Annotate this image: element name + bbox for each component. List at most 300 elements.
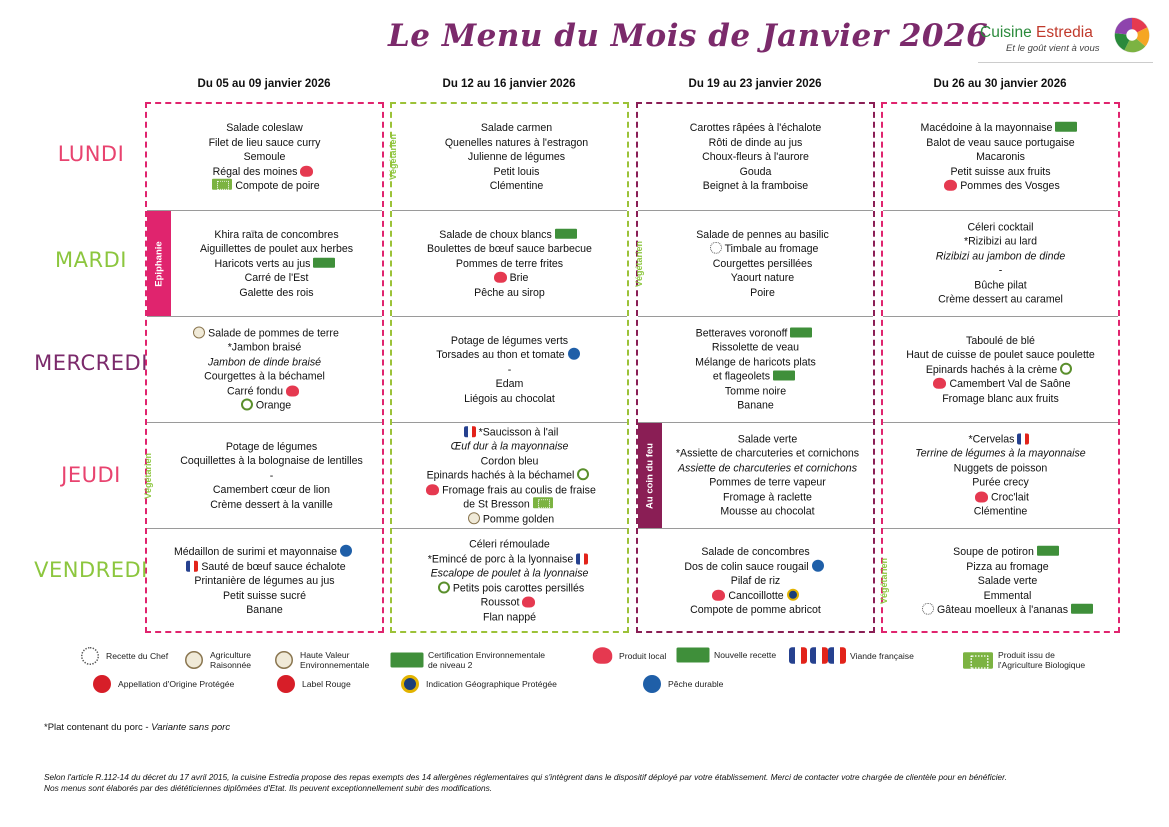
bio-icon — [533, 497, 553, 508]
menu-item-text: Salade carmen — [480, 121, 553, 134]
menu-item — [147, 399, 382, 414]
menu-item — [147, 370, 382, 385]
produit-local-icon — [426, 484, 439, 495]
menu-item — [662, 447, 873, 462]
legend-label: Agriculture Raisonnée — [210, 650, 252, 670]
menu-item — [662, 432, 873, 447]
legend-item — [90, 678, 234, 690]
menu-item — [662, 505, 873, 520]
menu-item — [406, 121, 627, 136]
menu-item-text: Crème dessert à la vanille — [210, 498, 333, 511]
menu-item-text: Compote de pomme abricot — [690, 603, 821, 616]
menu-item — [638, 559, 873, 574]
hve-icon — [313, 257, 335, 267]
menu-item-text: Salade verte — [977, 574, 1038, 587]
menu-item — [392, 362, 627, 377]
menu-item-text: Yaourt nature — [730, 271, 795, 284]
menu-item — [883, 461, 1118, 476]
menu-item-text: Taboulé de blé — [966, 334, 1035, 347]
menu-item — [662, 490, 873, 505]
menu-item-text: Rissolette de veau — [711, 341, 800, 354]
menu-cell — [147, 316, 382, 422]
produit-local-icon — [944, 180, 957, 191]
menu-item-text: Epinards hachés à la béchamel — [426, 469, 575, 482]
menu-item — [171, 271, 382, 286]
menu-cell — [392, 528, 627, 633]
menu-item — [883, 362, 1118, 377]
menu-item — [883, 235, 1118, 250]
menu-item — [161, 454, 382, 469]
menu-item — [883, 348, 1118, 363]
menu-item-text: Salade verte — [737, 433, 798, 445]
menu-item-text: Purée crecy — [972, 476, 1029, 489]
menu-cell — [392, 210, 627, 316]
menu-item-text: Sauté de bœuf sauce échalote — [201, 560, 346, 573]
menu-item-text: Salade de pommes de terre — [208, 327, 339, 339]
menu-item-text: Salade de concombres — [701, 545, 810, 558]
menu-item-text: Œuf dur à la mayonnaise — [450, 440, 569, 453]
week-column — [390, 102, 629, 633]
menu-item-text: Croc'lait — [991, 491, 1029, 503]
certification-ce2-icon — [241, 399, 253, 411]
menu-item-text: - — [269, 469, 274, 482]
menu-item-text: Clémentine — [489, 179, 544, 192]
legend-item — [962, 650, 1085, 670]
produit-local-icon — [593, 647, 613, 664]
brand-tagline: Et le goût vient à vous — [1006, 43, 1100, 54]
igp-icon — [401, 675, 419, 693]
day-label-mardi: MARDI — [55, 248, 127, 272]
menu-item-text: Fromage frais au coulis de fraise — [442, 483, 596, 496]
menu-item — [147, 341, 382, 356]
week-header: Du 12 au 16 janvier 2026 — [442, 78, 576, 90]
menu-cell — [392, 422, 627, 528]
menu-item — [406, 164, 627, 179]
menu-item-text: Betteraves voronoff — [695, 327, 788, 339]
menu-item — [897, 603, 1118, 618]
legend-label: Produit local — [619, 650, 667, 661]
legend-label: Certification Environnementale de niveau 2 — [428, 650, 546, 670]
menu-item-text: Camembert cœur de lion — [212, 483, 331, 496]
theme-band-label: Epiphanie — [153, 240, 165, 287]
menu-item-text: Escalope de poulet à la lyonnaise — [430, 567, 589, 580]
week-header: Du 19 au 23 janvier 2026 — [688, 78, 822, 90]
menu-item — [147, 164, 382, 179]
menu-cell — [883, 422, 1118, 528]
week-column — [636, 102, 875, 633]
menu-item — [883, 505, 1118, 520]
menu-item-text: Cordon bleu — [480, 454, 539, 467]
menu-item — [392, 333, 627, 348]
menu-item — [406, 179, 627, 194]
day-label-jeudi: JEUDI — [61, 463, 121, 487]
menu-item — [147, 545, 382, 560]
menu-item-text: Boulettes de bœuf sauce barbecue — [427, 242, 592, 255]
menu-item-text: Gâteau moelleux à l'ananas — [937, 603, 1068, 616]
page-title: Le Menu du Mois de Janvier 2026 — [388, 18, 989, 54]
menu-item-text: Mousse au chocolat — [720, 505, 815, 518]
bio-icon — [212, 179, 232, 190]
menu-item — [392, 512, 627, 527]
menu-item-text: de St Bresson — [463, 498, 530, 511]
menu-item — [883, 249, 1118, 264]
menu-item — [161, 483, 382, 498]
menu-cell — [143, 422, 382, 528]
legend-item — [676, 650, 776, 660]
menu-item-text: Choux-fleurs à l'aurore — [702, 150, 809, 163]
menu-item-text: Brie — [509, 271, 529, 284]
legend-item — [640, 678, 723, 690]
menu-item — [392, 256, 627, 271]
menu-item-text: Edam — [495, 377, 524, 390]
menu-item — [883, 264, 1118, 279]
menu-item — [638, 384, 873, 399]
week-column — [145, 102, 384, 633]
menu-item — [883, 293, 1118, 308]
menu-item-text: Pommes de terre frites — [455, 257, 564, 270]
menu-item — [662, 476, 873, 491]
menu-item — [883, 121, 1118, 136]
menu-item — [638, 164, 873, 179]
legend-item — [274, 678, 351, 690]
menu-item — [392, 285, 627, 300]
legend-item — [78, 650, 168, 662]
agriculture-raisonnee-icon — [193, 326, 205, 338]
menu-item — [662, 461, 873, 476]
legend-label: Recette du Chef — [106, 651, 169, 661]
menu-item — [883, 164, 1118, 179]
legend-item — [398, 678, 557, 690]
nouvelle-recette-icon — [1071, 604, 1093, 614]
menu-item-text: Salade coleslaw — [226, 121, 303, 134]
menu-item — [392, 227, 627, 242]
menu-item — [638, 399, 873, 414]
menu-item-text: Pomme golden — [482, 512, 555, 525]
menu-item-text: Régal des moines — [212, 165, 298, 178]
menu-cell — [147, 528, 382, 633]
menu-item-text: Camembert Val de Saône — [949, 377, 1071, 390]
menu-cell — [392, 316, 627, 422]
menu-item — [147, 574, 382, 589]
menu-item — [638, 545, 873, 560]
menu-item-text: Petit suisse sucré — [222, 589, 307, 602]
menu-item-text: Fromage blanc aux fruits — [942, 392, 1059, 405]
agriculture-raisonnee-icon — [468, 512, 480, 524]
menu-item — [883, 278, 1118, 293]
menu-cell — [638, 316, 873, 422]
legend-label: Pêche durable — [668, 679, 724, 689]
produit-local-icon — [494, 272, 507, 283]
menu-item-text: Céleri rémoulade — [469, 538, 550, 551]
menu-item-text: Timbale au fromage — [724, 242, 819, 255]
menu-item — [147, 559, 382, 574]
menu-item — [392, 468, 627, 483]
brand-logo-icon — [1113, 16, 1151, 54]
menu-item — [392, 483, 627, 498]
menu-item — [392, 610, 627, 625]
menu-item-text: *Jambon braisé — [227, 341, 302, 354]
menu-item — [638, 326, 873, 341]
menu-cell — [147, 210, 382, 316]
nouvelle-recette-icon — [677, 648, 710, 663]
menu-item-text: Printanière de légumes au jus — [194, 574, 335, 587]
menu-item-text: Salade de choux blancs — [439, 228, 552, 241]
hve-icon — [773, 371, 795, 381]
menu-item-text: Compote de poire — [235, 179, 320, 192]
menu-item — [392, 454, 627, 469]
menu-item — [147, 179, 382, 194]
menu-item — [638, 588, 873, 603]
menu-item — [392, 567, 627, 582]
menu-item-text: Macédoine à la mayonnaise — [920, 121, 1053, 134]
viande-francaise-icon — [828, 647, 846, 664]
menu-item-text: Petits pois carottes persillés — [452, 582, 585, 594]
menu-item-text: Courgettes persillées — [712, 257, 813, 270]
menu-cell — [883, 316, 1118, 422]
menu-cell — [638, 104, 873, 210]
menu-item-text: Médaillon de surimi et mayonnaise — [173, 545, 338, 558]
menu-item — [161, 468, 382, 483]
menu-item-text: Crème dessert au caramel — [938, 293, 1063, 306]
produit-local-icon — [300, 165, 313, 176]
menu-item — [147, 150, 382, 165]
menu-item-text: Beignet à la framboise — [702, 179, 809, 192]
menu-item — [638, 355, 873, 370]
menu-item — [171, 285, 382, 300]
menu-item — [171, 256, 382, 271]
menu-cell — [883, 210, 1118, 316]
menu-item — [883, 179, 1118, 194]
menu-cell — [638, 528, 873, 633]
peche-durable-icon — [643, 675, 661, 693]
legend-label: Haute Valeur Environnementale — [300, 650, 370, 670]
menu-item — [147, 326, 382, 341]
menu-item — [883, 391, 1118, 406]
label-rouge-icon — [277, 675, 295, 693]
menu-item-text: Quenelles natures à l'estragon — [444, 136, 589, 149]
hve-icon — [1055, 122, 1077, 132]
menu-item-text: *Assiette de charcuteries et cornichons — [675, 447, 860, 460]
certification-ce2-icon — [1060, 362, 1072, 374]
menu-item-text: Mélange de haricots plats — [695, 356, 816, 368]
menu-item-text: Potage de légumes verts — [450, 334, 569, 347]
menu-item — [883, 447, 1118, 462]
menu-item-text: - — [998, 264, 1003, 277]
menu-item-text: Liégois au chocolat — [464, 392, 555, 405]
recette-du-chef-icon — [81, 647, 99, 665]
menu-item — [638, 179, 873, 194]
menu-item-text: Pommes de terre vapeur — [709, 476, 826, 489]
menu-item — [147, 588, 382, 603]
menu-item-text: Carré fondu — [227, 385, 283, 397]
menu-item-text: Rizibizi au jambon de dinde — [935, 250, 1066, 262]
menu-item — [883, 377, 1118, 392]
week-column — [881, 102, 1120, 633]
menu-item — [897, 559, 1118, 574]
menu-item — [147, 603, 382, 618]
menu-item — [652, 271, 873, 286]
menu-item-text: Balot de veau sauce portugaise — [926, 136, 1075, 149]
hve-badge-icon — [275, 651, 293, 669]
menu-cell — [147, 104, 382, 210]
menu-item — [171, 227, 382, 242]
menu-item-text: Tomme noire — [724, 385, 787, 397]
legend-label: Nouvelle recette — [714, 650, 777, 660]
viande-francaise-icon — [576, 553, 588, 564]
menu-item-text: Petit louis — [493, 165, 540, 178]
menu-item-text: Aiguillettes de poulet aux herbes — [199, 242, 354, 255]
menu-item — [897, 545, 1118, 560]
menu-item — [638, 135, 873, 150]
menu-item-text: Poire — [750, 286, 775, 299]
legend-label: Viande française — [850, 650, 914, 661]
menu-item-text: Pilaf de riz — [730, 574, 781, 587]
menu-item-text: Fromage à raclette — [723, 491, 812, 503]
hve-icon — [790, 327, 812, 337]
menu-item-text: Terrine de légumes à la mayonnaise — [915, 447, 1086, 460]
hve-icon — [391, 653, 424, 668]
menu-item-text: Courgettes à la béchamel — [204, 370, 325, 383]
legend-item — [272, 650, 369, 670]
menu-item — [392, 439, 627, 454]
menu-item-text: Nuggets de poisson — [953, 462, 1048, 474]
week-header: Du 26 au 30 janvier 2026 — [933, 78, 1067, 90]
menu-item — [638, 341, 873, 356]
menu-item-text: Pêche au sirop — [474, 286, 545, 299]
menu-item-text: Khira raïta de concombres — [214, 228, 339, 241]
legend-item — [182, 650, 251, 670]
menu-item — [161, 497, 382, 512]
legend-label: Produit issu de l'Agriculture Biologique — [998, 650, 1086, 670]
menu-item — [883, 220, 1118, 235]
menu-item-text: Haricots verts au jus — [214, 257, 311, 270]
menu-item-text: Orange — [255, 399, 292, 412]
bio-icon — [963, 652, 993, 669]
peche-durable-icon — [812, 559, 824, 571]
menu-item — [638, 603, 873, 618]
menu-item — [652, 242, 873, 257]
menu-item — [883, 333, 1118, 348]
menu-item — [392, 538, 627, 553]
menu-item — [883, 150, 1118, 165]
viande-francaise-icon — [1017, 433, 1029, 444]
menu-item — [161, 439, 382, 454]
menu-item-text: Galette des rois — [239, 286, 314, 299]
legal-note: Selon l'article R.112-14 du décret du 17 avril 2015, la cuisine Estredia propose des repas exempts des 14 allergènes réglementaires qui s'intègrent dans le dispositif déployé par votre établissement. Merci de contacter votre chargée de clientèle pour en bénéficier. Nos menus sont élaborés par des diététiciennes diplômées d'Etat. Ils peuvent exceptionnellement subir des modifications. — [44, 772, 1007, 793]
menu-item — [392, 425, 627, 440]
menu-item-text: Assiette de charcuteries et cornichons — [677, 462, 857, 474]
menu-item — [883, 476, 1118, 491]
menu-item — [897, 588, 1118, 603]
menu-item-text: Bûche pilat — [974, 279, 1027, 291]
menu-item-text: Julienne de légumes — [467, 150, 566, 163]
menu-item-text: Haut de cuisse de poulet sauce poulette — [906, 348, 1095, 361]
viande-francaise-icon — [464, 426, 476, 437]
legend-label: Label Rouge — [302, 679, 351, 689]
certification-ce2-icon — [577, 468, 589, 480]
menu-item-text: Salade de pennes au basilic — [696, 228, 829, 241]
menu-item — [406, 135, 627, 150]
theme-band — [638, 423, 662, 528]
menu-item — [897, 574, 1118, 589]
menu-item-text: Pommes des Vosges — [960, 179, 1060, 192]
menu-item-text: Rôti de dinde au jus — [708, 136, 803, 149]
menu-item-text: Coquillettes à la bolognaise de lentilles — [180, 454, 363, 467]
menu-item — [883, 432, 1118, 447]
menu-item-text: Emmental — [983, 589, 1032, 602]
menu-item-text: Dos de colin sauce rougail — [684, 560, 809, 573]
menu-item — [147, 121, 382, 136]
day-label-lundi: LUNDI — [57, 142, 125, 166]
menu-item-text: Roussot — [480, 596, 520, 609]
menu-item-text: Jambon de dinde braisé — [207, 356, 322, 368]
legend — [78, 646, 1118, 696]
produit-local-icon — [933, 378, 946, 389]
day-label-mercredi: MERCREDI — [34, 351, 148, 375]
produit-local-icon — [286, 385, 299, 396]
legend-label: Indication Géographique Protégée — [426, 679, 557, 689]
menu-item-text: Carré de l'Est — [244, 271, 309, 284]
menu-item-text: Carottes râpées à l'échalote — [689, 121, 822, 134]
menu-item-text: Banane — [246, 603, 283, 616]
legend-item — [390, 650, 545, 670]
menu-item — [406, 150, 627, 165]
vegetarian-tag: Végétarien — [388, 133, 399, 181]
igp-icon — [787, 588, 799, 600]
menu-item — [392, 242, 627, 257]
recette-du-chef-icon — [922, 603, 934, 615]
menu-item — [147, 135, 382, 150]
menu-item — [883, 135, 1118, 150]
recette-du-chef-icon — [710, 242, 722, 254]
menu-item — [652, 256, 873, 271]
produit-local-icon — [975, 491, 988, 502]
viande-francaise-icon — [186, 560, 198, 571]
menu-item-text: Semoule — [243, 150, 286, 163]
viande-francaise-icon — [789, 647, 807, 664]
menu-item — [147, 384, 382, 399]
brand-name: Cuisine Estredia — [980, 24, 1093, 41]
menu-item-text: *Emincé de porc à la lyonnaise — [427, 553, 574, 565]
menu-item-text: Epinards hachés à la crème — [925, 363, 1058, 376]
menu-item-text: - — [507, 363, 512, 376]
menu-cell — [879, 528, 1118, 633]
menu-item — [652, 285, 873, 300]
day-label-vendredi: VENDREDI — [34, 558, 148, 582]
menu-item-text: *Saucisson à l'ail — [478, 425, 559, 438]
menu-item — [652, 227, 873, 242]
menu-item — [392, 348, 627, 363]
menu-item — [171, 242, 382, 257]
menu-cell — [634, 210, 873, 316]
menu-item — [392, 391, 627, 406]
menu-item-text: *Rizibizi au lard — [963, 235, 1037, 248]
menu-item-text: Banane — [737, 399, 774, 412]
menu-item — [638, 370, 873, 385]
viande-francaise-icon — [810, 647, 828, 664]
menu-item-text: Cancoillotte — [728, 589, 784, 602]
menu-item — [147, 355, 382, 370]
menu-item-text: Pizza au fromage — [966, 560, 1049, 573]
peche-durable-icon — [340, 545, 352, 557]
menu-item — [883, 490, 1118, 505]
menu-item — [392, 271, 627, 286]
vegetarian-tag: Végétarien — [143, 452, 154, 499]
certification-ce2-icon — [438, 581, 450, 593]
vegetarian-tag: Végétarien — [634, 240, 645, 287]
brand-logo — [978, 16, 1153, 68]
menu-cell — [388, 104, 627, 210]
